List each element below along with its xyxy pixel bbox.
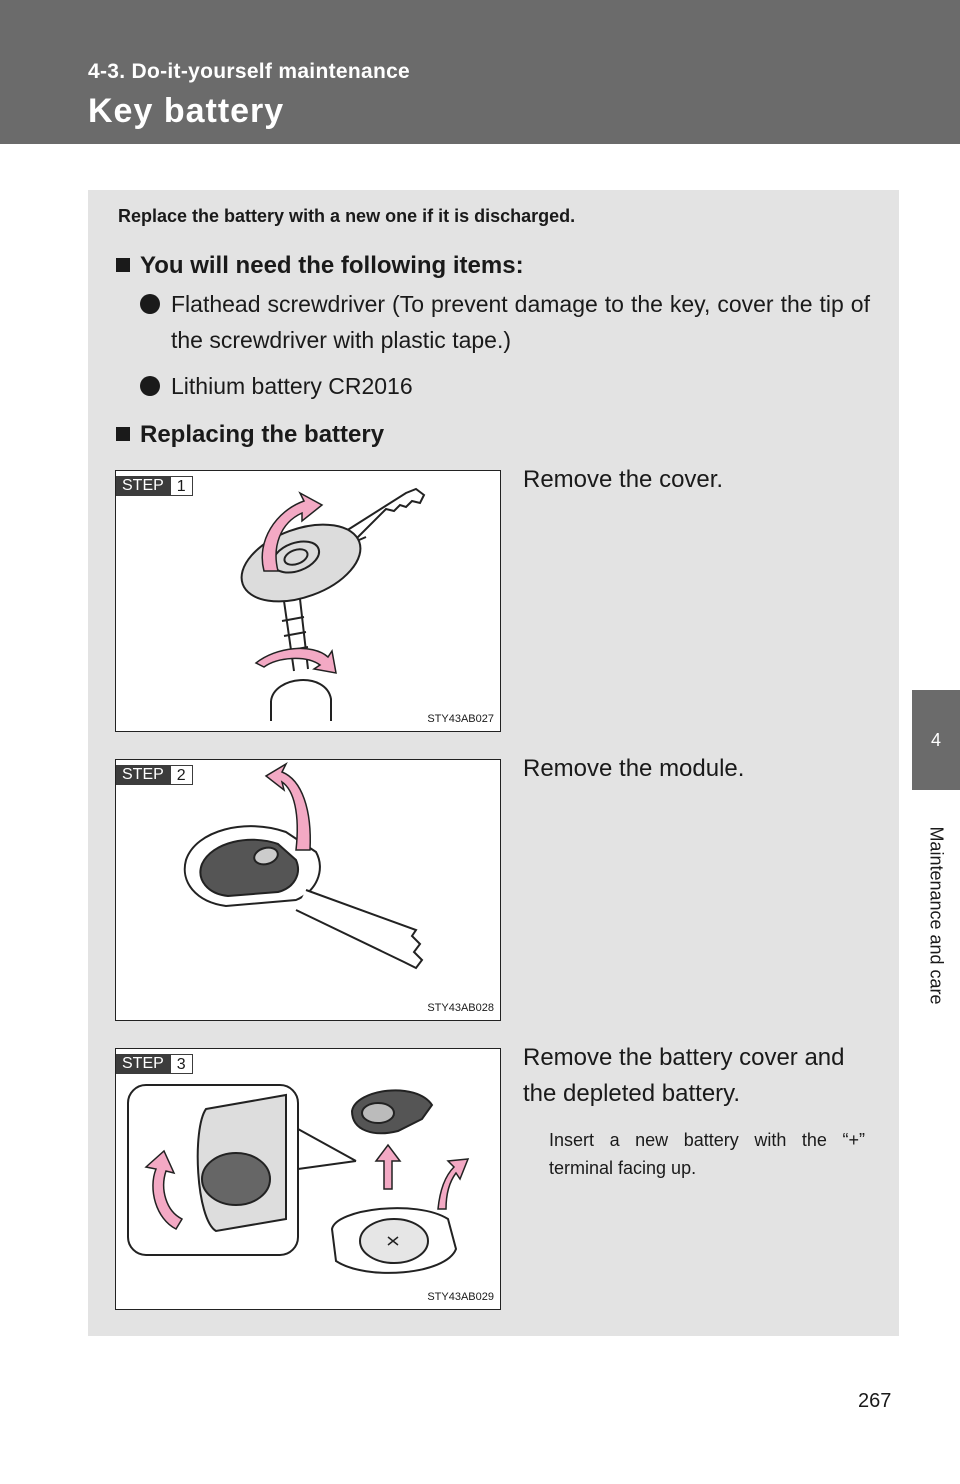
page-title: Key battery — [88, 92, 285, 130]
square-bullet-icon — [116, 258, 130, 272]
section-label: 4-3. Do-it-yourself maintenance — [88, 60, 411, 83]
page-header — [0, 0, 960, 144]
step-2-figure — [115, 759, 501, 1021]
chapter-label — [906, 800, 960, 1030]
square-bullet-icon — [116, 427, 130, 441]
replace-heading-text: Replacing the battery — [140, 421, 385, 448]
intro-text: Replace the battery with a new one if it is discharged. — [118, 206, 576, 226]
step-3-text-line1: Remove the battery cover and — [523, 1044, 845, 1071]
list-item-text: Lithium battery CR2016 — [171, 373, 413, 399]
round-bullet-icon — [140, 376, 160, 396]
step-number: 1 — [170, 476, 193, 496]
step-number: 2 — [170, 765, 193, 785]
chapter-tab — [912, 690, 960, 790]
battery-note: Insert a new battery with the “+” terminal facing up. — [549, 1130, 865, 1178]
step-word: STEP — [116, 476, 170, 496]
list-item-text: Flathead screwdriver (To prevent damage to the key, cover the tip of the screwdriver with plastic tape.) — [171, 291, 870, 353]
list-item — [140, 368, 870, 404]
round-bullet-icon — [140, 294, 160, 314]
step-3-text-line2: the depleted battery. — [523, 1080, 741, 1107]
step-1-figure — [115, 470, 501, 732]
step-1-text: Remove the cover. — [523, 466, 724, 493]
step-number: 3 — [170, 1054, 193, 1074]
list-item — [140, 286, 870, 358]
items-heading-text: You will need the following items: — [140, 252, 524, 279]
key-cover-illustration — [116, 471, 500, 731]
battery-replacement-illustration — [116, 1049, 500, 1309]
replace-heading — [116, 421, 384, 449]
figure-code: STY43AB028 — [427, 1002, 494, 1014]
key-module-illustration — [116, 760, 500, 1020]
step-3-text — [523, 1040, 873, 1112]
figure-code: STY43AB029 — [427, 1291, 494, 1303]
step-3-figure — [115, 1048, 501, 1310]
step-2-text: Remove the module. — [523, 755, 745, 782]
step-word: STEP — [116, 1054, 170, 1074]
figure-code: STY43AB027 — [427, 713, 494, 725]
page-number: 267 — [858, 1390, 892, 1412]
chapter-number: 4 — [930, 729, 941, 750]
items-heading — [116, 252, 524, 280]
chapter-label-text: Maintenance and care — [926, 825, 947, 1005]
step-word: STEP — [116, 765, 170, 785]
